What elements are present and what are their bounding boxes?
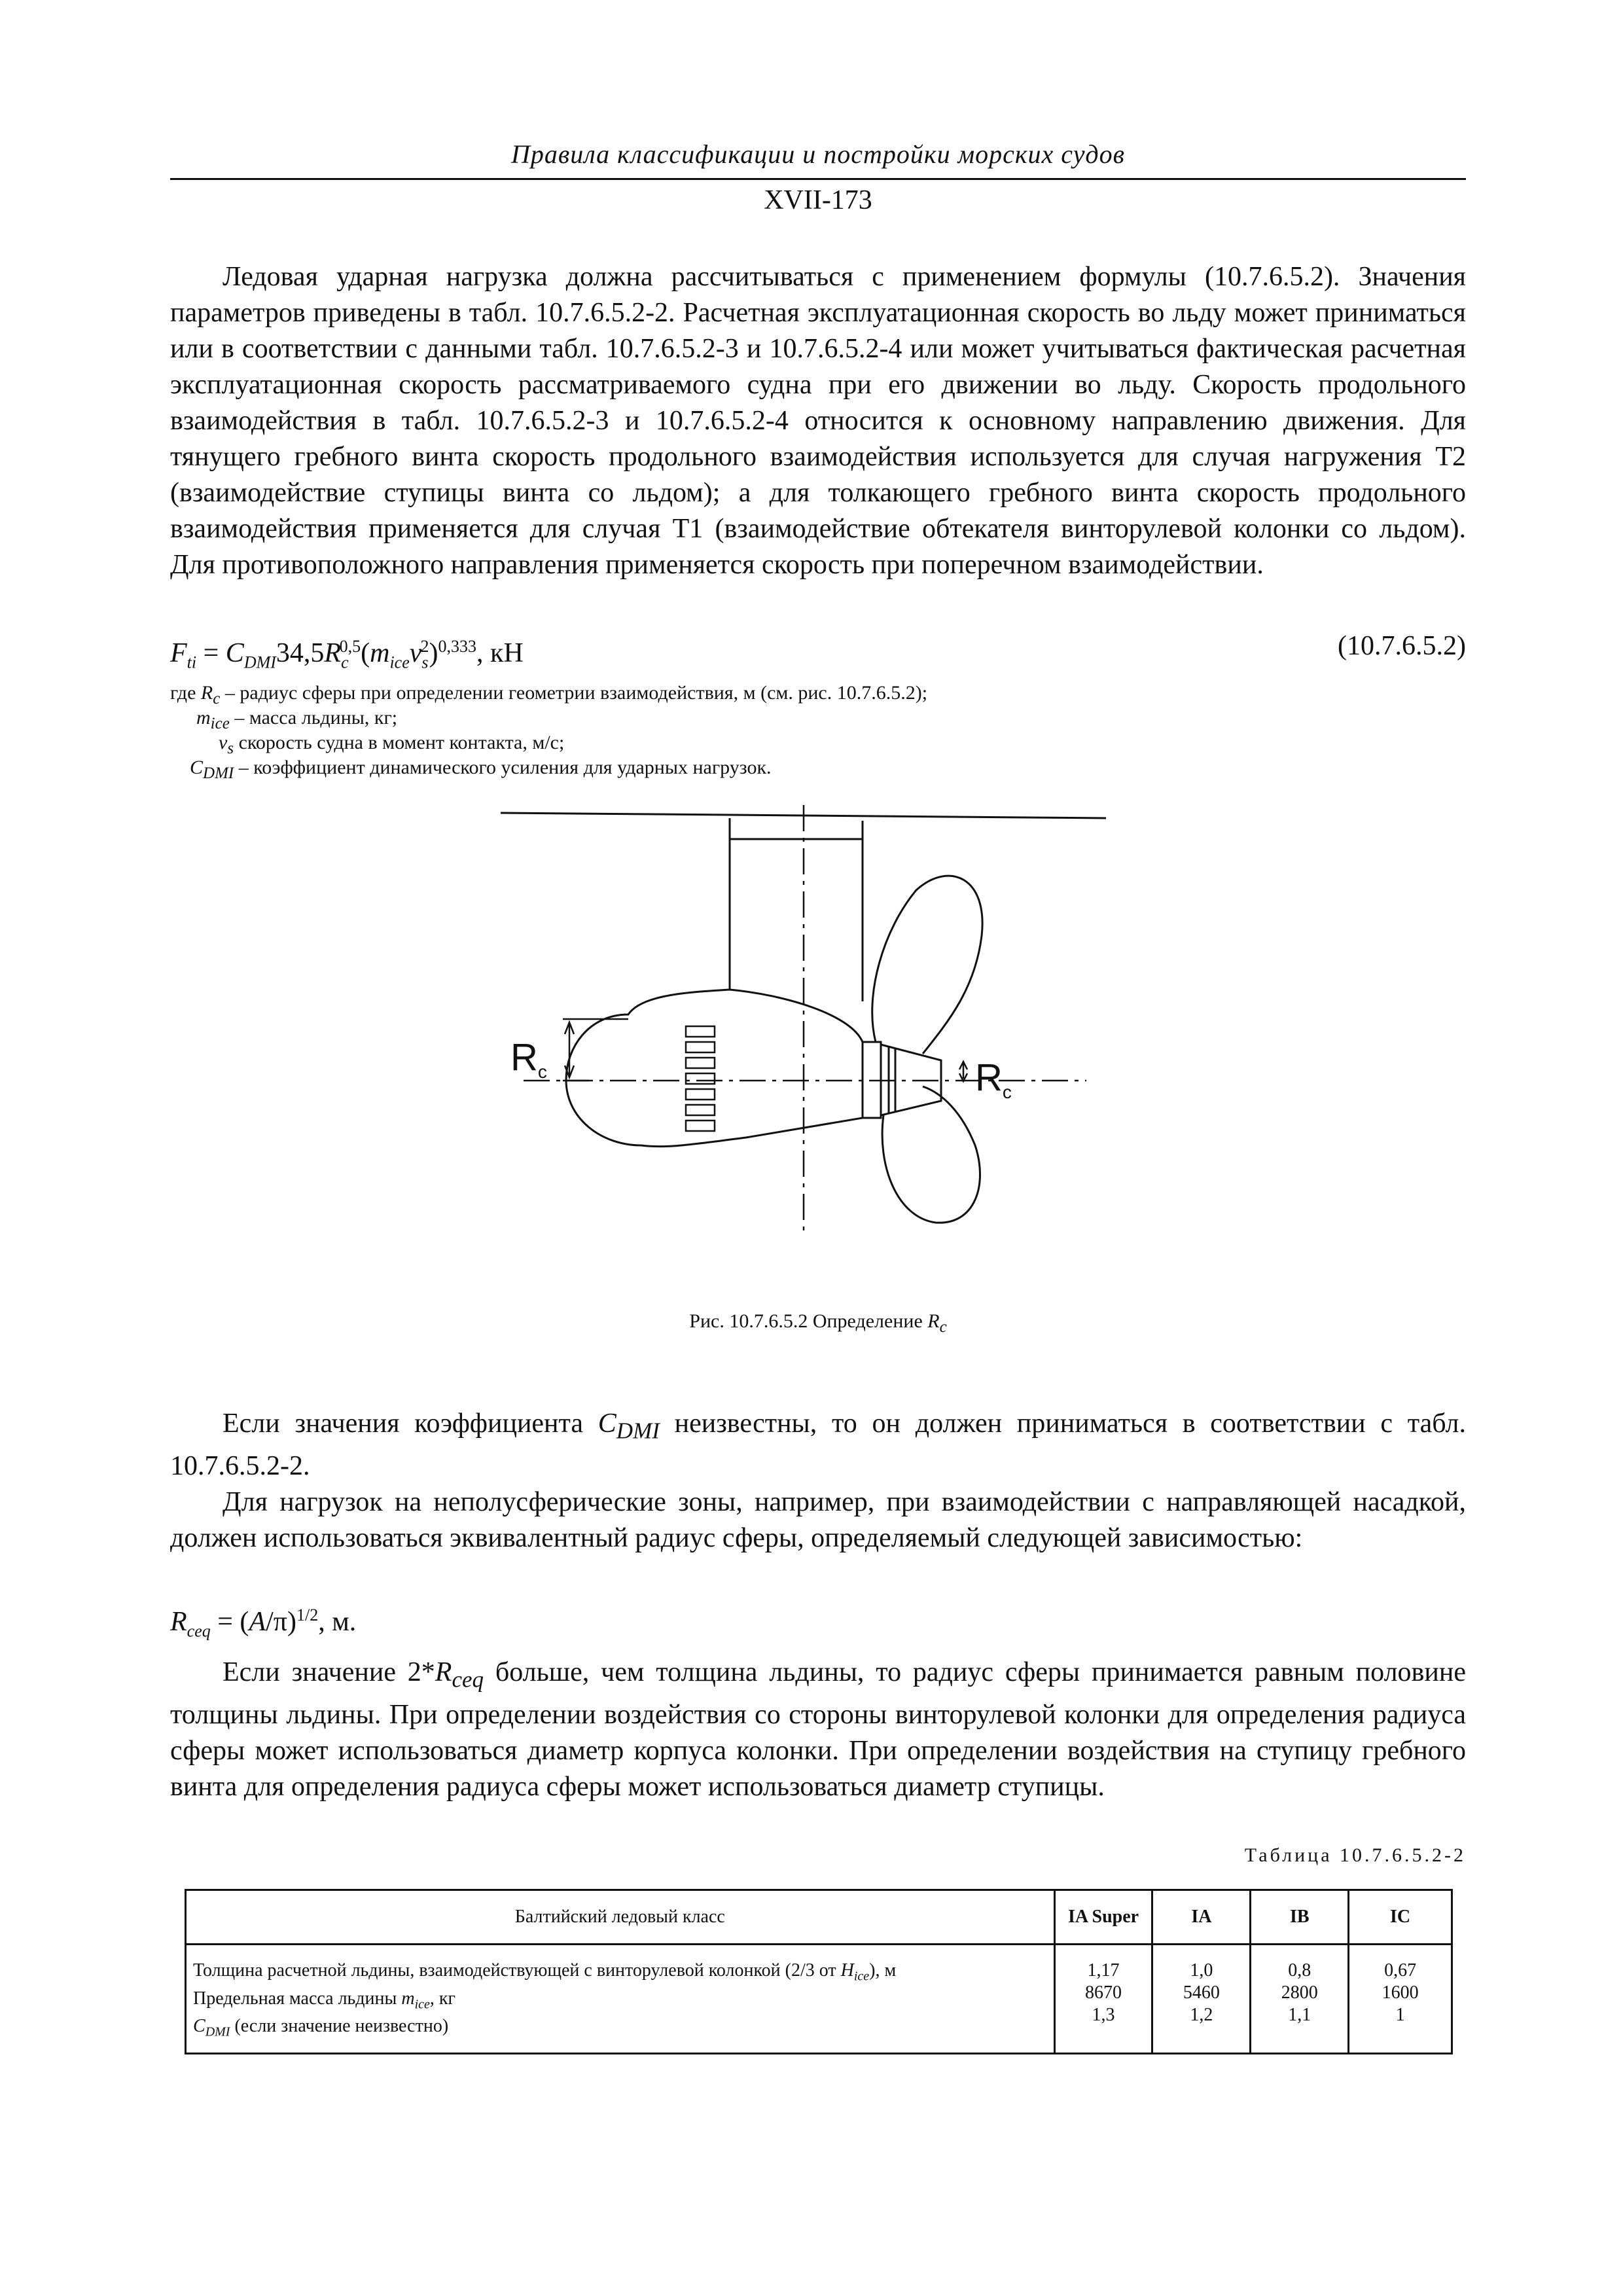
legend-rc-sub: c [213,690,221,708]
formula-exp: 0,333 [438,637,477,656]
row2-end: , кг [429,1988,455,2009]
table-cell: 1,0 [1190,1960,1213,1981]
azimuth-thruster-diagram [170,798,1466,1244]
legend-where: где [170,682,201,704]
p2-sub: DMI [616,1418,660,1444]
paragraph-ice-impact-load: Ледовая ударная нагрузка должна рассчитываться с применением формулы (10.7.6.5.2). Значения параметров приведены в табл. 10.7.6.5.2-2. Расчетная эксплуатационная скорость во льду может приниматься или в соответствии с данными табл. 10.7.6.5.2-3 и 10.7.6.5.2-4 или может учитываться фактическая расчетная эксплуатационная скорость рассматриваемого судна при его движении во льду. Скорость продольного взаимодействия в табл. 10.7.6.5.2-3 и 10.7.6.5.2-4 относится к основному направлению движения. Для тянущего гребного винта скорость продольного взаимодействия используется для случая нагружения T2 (взаимодействие ступицы винта со льдом); а для толкающего гребного винта скорость продольного взаимодействия применяется для случая T1 (взаимодействие обтекателя винторулевой колонки со льдом). Для противоположного направления применяется скорость при поперечном взаимодействии. [170,262,1466,580]
formula-eq: = [196,638,226,668]
row1-text: Толщина расчетной льдины, взаимодействующей с винторулевой колонкой (2/3 от [193,1960,841,1981]
f2-r: R [170,1607,187,1637]
table-cell: 1,1 [1288,2005,1311,2025]
f2-sup: 1/2 [296,1605,319,1624]
label-rc-left: $R_c$ [510,1036,547,1082]
formula-number: (10.7.6.5.2) [1338,631,1466,661]
paragraph-cdmi-unknown [170,1406,1466,1484]
running-title: Правила классификации и постройки морских судов [510,139,1126,169]
row2-sub: ice [414,1997,430,2012]
f2-a: A [249,1607,266,1637]
table-cell: 1,17 [1087,1960,1120,1981]
table-row-labels [186,1945,1055,2054]
table-cell: 0,67 [1384,1960,1417,1981]
row-label-ice-mass [193,1988,1047,2016]
propeller-blade-top [872,876,982,1054]
formula-f-sub: ti [187,653,197,672]
table-header-class: IB [1251,1890,1349,1945]
table-header-class: IC [1349,1890,1452,1945]
caption-text: Рис. 10.7.6.5.2 Определение [689,1310,928,1332]
legend-mice-sym: m [196,707,211,728]
formula-r-sup: 0,5 [339,637,361,656]
legend-row-cdmi [190,755,1486,780]
formula-r: R [324,638,342,668]
header-rule [170,178,1466,180]
p2-text-b: неизвестны, то он должен приниматься в соответствии с табл. 10.7.6.5.2-2. [170,1408,1466,1482]
table-col-ic [1349,1945,1452,2054]
formula-m: m [370,638,390,668]
p4-text-b: больше, чем толщина льдины, то радиус сферы принимается равным половине толщины льдины. При определении воздействия со стороны винторулевой колонки для определения радиуса сферы может использоваться диаметр корпуса колонки. При определении воздействия на ступицу гребного винта для определения радиуса сферы может использоваться диаметр ступицы. [170,1657,1466,1803]
formula-open: ( [361,638,370,668]
row3-sym: C [193,2016,205,2037]
p4-sub: ceq [452,1666,484,1693]
table-cell: 5460 [1183,1982,1220,2003]
row-label-cdmi [193,2015,1047,2043]
figure-caption [170,1310,1466,1336]
strut [730,818,863,1001]
p2-sym: C [597,1408,616,1439]
f2-r-sub: ceq [187,1621,211,1641]
row-label-ice-thickness [193,1960,1047,1988]
formula-c: C [225,638,244,668]
row1-sub: ice [853,1969,870,1984]
formula-ice-impact [170,628,1466,680]
caption-sub: c [939,1318,947,1336]
f2-slash: /π) [266,1607,296,1637]
formula-close: ) [429,638,438,668]
table-row [186,1945,1452,2054]
table-col-ia [1152,1945,1251,2054]
table-cell: 1600 [1382,1982,1419,2003]
row1-end: ), м [869,1960,897,1981]
row1-sym: H [840,1960,854,1981]
paragraph-equivalent-radius: Для нагрузок на неполусферические зоны, например, при взаимодействии с направляющей насадкой, должен использоваться эквивалентный радиус сферы, определяемый следующей зависимостью: [170,1487,1466,1553]
table-cell: 1 [1395,2005,1405,2025]
table-cell: 1,3 [1092,2005,1115,2025]
table-header-class: IA [1152,1890,1251,1945]
formula-unit: , кН [476,638,524,668]
ice-class-table [185,1889,1453,2054]
page-number: XVII-173 [764,185,872,215]
legend-rc-sym: R [200,682,213,704]
legend-vs-sym: v [219,732,228,753]
table-cell: 0,8 [1288,1960,1311,1981]
f2-eq: = ( [210,1607,249,1637]
legend-vs-text: скорость судна в момент контакта, м/с; [234,732,565,753]
paragraph-sphere-radius [170,1655,1466,1805]
formula-r-sub: c [341,653,349,672]
row2-text: Предельная масса льдины [193,1988,402,2009]
f2-unit: , м. [318,1607,357,1637]
row2-sym: m [401,1988,415,2009]
formula-f: F [170,638,187,668]
formula-v-sup: 2 [420,637,429,656]
legend-cdmi-sub: DMI [203,764,234,782]
legend-row-vs [219,730,1514,755]
formula-coef: 34,5 [276,638,325,668]
table-cell: 8670 [1085,1982,1122,2003]
table-header-label: Балтийский ледовый класс [186,1890,1055,1945]
caption-sym: R [927,1310,940,1332]
legend-rc-text: – радиус сферы при определении геометрии взаимодействия, м (см. рис. 10.7.6.5.2); [220,682,928,704]
p4-text-a: Если значение 2* [223,1657,435,1687]
formula-v: v [409,638,422,668]
table-title: Таблица 10.7.6.5.2-2 [1244,1844,1466,1866]
legend-mice-text: – масса льдины, кг; [229,707,398,728]
legend-row-mice [196,706,1492,730]
cooling-slots [686,1026,715,1131]
row3-sub: DMI [205,2024,230,2039]
table-cell: 2800 [1281,1982,1318,2003]
formula-legend [170,681,1466,780]
row3-end: (если значение неизвестно) [230,2016,449,2037]
table-header-row [186,1890,1452,1945]
legend-row-rc [170,681,1466,706]
formula-v-sub: s [421,653,429,672]
propeller-blade-bottom [882,1086,980,1223]
formula-m-sub: ice [389,653,410,672]
table-col-ib [1251,1945,1349,2054]
legend-cdmi-sym: C [190,757,204,778]
formula-equivalent-radius [170,1597,356,1649]
legend-vs-sub: s [227,740,234,757]
table-header-class: IA Super [1054,1890,1152,1945]
p2-text-a: Если значения коэффициента [223,1408,598,1439]
table-cell: 1,2 [1190,2005,1213,2025]
formula-c-sub: DMI [243,653,276,672]
legend-cdmi-text: – коэффициент динамического усиления для ударных нагрузок. [234,757,772,778]
legend-mice-sub: ice [210,715,230,732]
label-rc-right: $R_c$ [975,1056,1012,1102]
p4-sym: R [435,1657,452,1687]
table-col-ia-super [1054,1945,1152,2054]
